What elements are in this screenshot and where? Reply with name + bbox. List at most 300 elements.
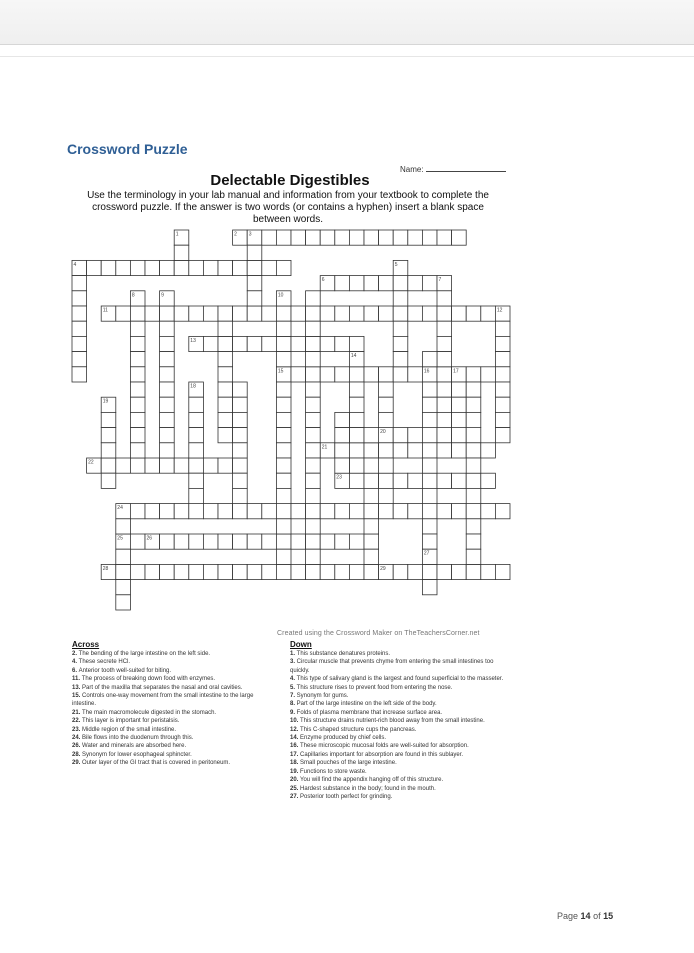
grid-cell[interactable] bbox=[262, 260, 277, 275]
grid-cell[interactable] bbox=[364, 488, 379, 503]
grid-cell[interactable] bbox=[72, 276, 87, 291]
grid-cell[interactable] bbox=[233, 397, 248, 412]
grid-cell[interactable] bbox=[189, 260, 204, 275]
grid-cell[interactable] bbox=[72, 336, 87, 351]
grid-cell[interactable] bbox=[233, 260, 248, 275]
grid-cell[interactable] bbox=[306, 473, 321, 488]
grid-cell[interactable] bbox=[262, 504, 277, 519]
grid-cell[interactable] bbox=[364, 306, 379, 321]
grid-cell[interactable] bbox=[276, 352, 291, 367]
grid-cell[interactable] bbox=[72, 321, 87, 336]
grid-cell[interactable] bbox=[130, 336, 145, 351]
grid-cell[interactable] bbox=[306, 504, 321, 519]
grid-cell[interactable] bbox=[481, 504, 496, 519]
grid-cell[interactable] bbox=[379, 443, 394, 458]
grid-cell[interactable] bbox=[466, 519, 481, 534]
grid-cell[interactable] bbox=[349, 230, 364, 245]
grid-cell[interactable] bbox=[189, 534, 204, 549]
grid-cell[interactable] bbox=[364, 443, 379, 458]
grid-cell[interactable] bbox=[422, 473, 437, 488]
grid-cell[interactable] bbox=[160, 458, 175, 473]
grid-cell[interactable] bbox=[466, 488, 481, 503]
grid-cell[interactable] bbox=[130, 458, 145, 473]
grid-cell[interactable] bbox=[495, 321, 510, 336]
grid-cell[interactable] bbox=[130, 352, 145, 367]
grid-cell[interactable] bbox=[379, 473, 394, 488]
grid-cell[interactable] bbox=[495, 352, 510, 367]
grid-cell[interactable] bbox=[306, 230, 321, 245]
grid-cell[interactable] bbox=[466, 428, 481, 443]
grid-cell[interactable] bbox=[335, 428, 350, 443]
grid-cell[interactable] bbox=[320, 564, 335, 579]
grid-cell[interactable] bbox=[233, 443, 248, 458]
grid-cell[interactable] bbox=[364, 230, 379, 245]
grid-cell[interactable] bbox=[72, 306, 87, 321]
grid-cell[interactable] bbox=[364, 473, 379, 488]
grid-cell[interactable] bbox=[174, 458, 189, 473]
grid-cell[interactable] bbox=[422, 443, 437, 458]
grid-cell[interactable] bbox=[364, 367, 379, 382]
grid-cell[interactable] bbox=[466, 412, 481, 427]
grid-cell[interactable] bbox=[452, 428, 467, 443]
grid-cell[interactable] bbox=[335, 306, 350, 321]
grid-cell[interactable] bbox=[437, 443, 452, 458]
grid-cell[interactable] bbox=[174, 564, 189, 579]
grid-cell[interactable] bbox=[408, 276, 423, 291]
grid-cell[interactable] bbox=[306, 291, 321, 306]
grid-cell[interactable] bbox=[466, 397, 481, 412]
grid-cell[interactable] bbox=[466, 458, 481, 473]
grid-cell[interactable] bbox=[189, 564, 204, 579]
grid-cell[interactable] bbox=[218, 306, 233, 321]
grid-cell[interactable] bbox=[393, 291, 408, 306]
grid-cell[interactable] bbox=[466, 382, 481, 397]
grid-cell[interactable] bbox=[276, 230, 291, 245]
grid-cell[interactable] bbox=[335, 412, 350, 427]
grid-cell[interactable] bbox=[422, 230, 437, 245]
grid-cell[interactable] bbox=[276, 458, 291, 473]
grid-cell[interactable] bbox=[306, 519, 321, 534]
grid-cell[interactable] bbox=[130, 382, 145, 397]
grid-cell[interactable] bbox=[160, 352, 175, 367]
grid-cell[interactable] bbox=[262, 564, 277, 579]
grid-cell[interactable] bbox=[335, 443, 350, 458]
grid-cell[interactable] bbox=[422, 519, 437, 534]
grid-cell[interactable] bbox=[393, 564, 408, 579]
grid-cell[interactable] bbox=[247, 564, 262, 579]
grid-cell[interactable] bbox=[437, 352, 452, 367]
grid-cell[interactable] bbox=[160, 564, 175, 579]
grid-cell[interactable] bbox=[247, 260, 262, 275]
grid-cell[interactable] bbox=[495, 382, 510, 397]
grid-cell[interactable] bbox=[379, 230, 394, 245]
grid-cell[interactable] bbox=[306, 397, 321, 412]
grid-cell[interactable] bbox=[466, 564, 481, 579]
grid-cell[interactable] bbox=[349, 382, 364, 397]
grid-cell[interactable] bbox=[452, 230, 467, 245]
grid-cell[interactable] bbox=[335, 367, 350, 382]
grid-cell[interactable] bbox=[233, 504, 248, 519]
grid-cell[interactable] bbox=[422, 564, 437, 579]
grid-cell[interactable] bbox=[276, 473, 291, 488]
grid-cell[interactable] bbox=[437, 428, 452, 443]
grid-cell[interactable] bbox=[306, 321, 321, 336]
grid-cell[interactable] bbox=[393, 306, 408, 321]
grid-cell[interactable] bbox=[276, 412, 291, 427]
grid-cell[interactable] bbox=[203, 336, 218, 351]
grid-cell[interactable] bbox=[145, 504, 160, 519]
grid-cell[interactable] bbox=[189, 473, 204, 488]
grid-cell[interactable] bbox=[291, 504, 306, 519]
grid-cell[interactable] bbox=[349, 428, 364, 443]
grid-cell[interactable] bbox=[203, 458, 218, 473]
grid-cell[interactable] bbox=[233, 412, 248, 427]
grid-cell[interactable] bbox=[306, 443, 321, 458]
grid-cell[interactable] bbox=[101, 260, 116, 275]
grid-cell[interactable] bbox=[291, 230, 306, 245]
grid-cell[interactable] bbox=[335, 336, 350, 351]
grid-cell[interactable] bbox=[437, 291, 452, 306]
grid-cell[interactable] bbox=[262, 534, 277, 549]
grid-cell[interactable] bbox=[130, 306, 145, 321]
grid-cell[interactable] bbox=[145, 260, 160, 275]
grid-cell[interactable] bbox=[101, 458, 116, 473]
grid-cell[interactable] bbox=[349, 458, 364, 473]
grid-cell[interactable] bbox=[130, 412, 145, 427]
grid-cell[interactable] bbox=[262, 230, 277, 245]
grid-cell[interactable] bbox=[408, 230, 423, 245]
grid-cell[interactable] bbox=[262, 306, 277, 321]
grid-cell[interactable] bbox=[130, 504, 145, 519]
grid-cell[interactable] bbox=[408, 504, 423, 519]
grid-cell[interactable] bbox=[101, 443, 116, 458]
grid-cell[interactable] bbox=[437, 230, 452, 245]
grid-cell[interactable] bbox=[452, 412, 467, 427]
grid-cell[interactable] bbox=[218, 458, 233, 473]
grid-cell[interactable] bbox=[218, 564, 233, 579]
grid-cell[interactable] bbox=[335, 504, 350, 519]
grid-cell[interactable] bbox=[320, 306, 335, 321]
grid-cell[interactable] bbox=[452, 306, 467, 321]
grid-cell[interactable] bbox=[481, 443, 496, 458]
grid-cell[interactable] bbox=[481, 473, 496, 488]
grid-cell[interactable] bbox=[291, 534, 306, 549]
grid-cell[interactable] bbox=[276, 428, 291, 443]
grid-cell[interactable] bbox=[349, 412, 364, 427]
grid-cell[interactable] bbox=[203, 306, 218, 321]
grid-cell[interactable] bbox=[306, 564, 321, 579]
grid-cell[interactable] bbox=[320, 336, 335, 351]
grid-cell[interactable] bbox=[393, 367, 408, 382]
grid-cell[interactable] bbox=[218, 504, 233, 519]
grid-cell[interactable] bbox=[189, 458, 204, 473]
grid-cell[interactable] bbox=[364, 458, 379, 473]
grid-cell[interactable] bbox=[189, 428, 204, 443]
grid-cell[interactable] bbox=[349, 276, 364, 291]
grid-cell[interactable] bbox=[218, 428, 233, 443]
grid-cell[interactable] bbox=[189, 397, 204, 412]
grid-cell[interactable] bbox=[422, 428, 437, 443]
grid-cell[interactable] bbox=[160, 443, 175, 458]
grid-cell[interactable] bbox=[218, 321, 233, 336]
grid-cell[interactable] bbox=[379, 412, 394, 427]
grid-cell[interactable] bbox=[276, 488, 291, 503]
grid-cell[interactable] bbox=[233, 458, 248, 473]
grid-cell[interactable] bbox=[422, 412, 437, 427]
grid-cell[interactable] bbox=[437, 564, 452, 579]
grid-cell[interactable] bbox=[364, 519, 379, 534]
grid-cell[interactable] bbox=[116, 564, 131, 579]
grid-cell[interactable] bbox=[160, 428, 175, 443]
grid-cell[interactable] bbox=[160, 382, 175, 397]
grid-cell[interactable] bbox=[203, 260, 218, 275]
grid-cell[interactable] bbox=[364, 428, 379, 443]
grid-cell[interactable] bbox=[101, 428, 116, 443]
grid-cell[interactable] bbox=[495, 504, 510, 519]
grid-cell[interactable] bbox=[452, 443, 467, 458]
grid-cell[interactable] bbox=[422, 488, 437, 503]
grid-cell[interactable] bbox=[116, 260, 131, 275]
grid-cell[interactable] bbox=[87, 260, 102, 275]
grid-cell[interactable] bbox=[495, 397, 510, 412]
grid-cell[interactable] bbox=[408, 306, 423, 321]
grid-cell[interactable] bbox=[437, 367, 452, 382]
grid-cell[interactable] bbox=[335, 230, 350, 245]
grid-cell[interactable] bbox=[189, 504, 204, 519]
grid-cell[interactable] bbox=[130, 564, 145, 579]
grid-cell[interactable] bbox=[101, 473, 116, 488]
grid-cell[interactable] bbox=[422, 534, 437, 549]
grid-cell[interactable] bbox=[335, 276, 350, 291]
grid-cell[interactable] bbox=[320, 504, 335, 519]
grid-cell[interactable] bbox=[466, 367, 481, 382]
grid-cell[interactable] bbox=[379, 488, 394, 503]
grid-cell[interactable] bbox=[174, 504, 189, 519]
grid-cell[interactable] bbox=[452, 382, 467, 397]
grid-cell[interactable] bbox=[349, 534, 364, 549]
grid-cell[interactable] bbox=[130, 428, 145, 443]
grid-cell[interactable] bbox=[276, 382, 291, 397]
grid-cell[interactable] bbox=[130, 321, 145, 336]
grid-cell[interactable] bbox=[466, 443, 481, 458]
grid-cell[interactable] bbox=[408, 367, 423, 382]
grid-cell[interactable] bbox=[276, 534, 291, 549]
grid-cell[interactable] bbox=[306, 488, 321, 503]
grid-cell[interactable] bbox=[276, 564, 291, 579]
grid-cell[interactable] bbox=[379, 504, 394, 519]
grid-cell[interactable] bbox=[130, 367, 145, 382]
grid-cell[interactable] bbox=[276, 336, 291, 351]
grid-cell[interactable] bbox=[203, 504, 218, 519]
grid-cell[interactable] bbox=[276, 549, 291, 564]
grid-cell[interactable] bbox=[437, 336, 452, 351]
grid-cell[interactable] bbox=[349, 397, 364, 412]
grid-cell[interactable] bbox=[116, 519, 131, 534]
grid-cell[interactable] bbox=[393, 352, 408, 367]
grid-cell[interactable] bbox=[349, 443, 364, 458]
grid-cell[interactable] bbox=[437, 306, 452, 321]
grid-cell[interactable] bbox=[379, 306, 394, 321]
grid-cell[interactable] bbox=[422, 458, 437, 473]
grid-cell[interactable] bbox=[160, 412, 175, 427]
grid-cell[interactable] bbox=[130, 260, 145, 275]
grid-cell[interactable] bbox=[145, 306, 160, 321]
grid-cell[interactable] bbox=[408, 564, 423, 579]
grid-cell[interactable] bbox=[130, 534, 145, 549]
grid-cell[interactable] bbox=[174, 306, 189, 321]
grid-cell[interactable] bbox=[160, 321, 175, 336]
grid-cell[interactable] bbox=[218, 382, 233, 397]
grid-cell[interactable] bbox=[481, 306, 496, 321]
grid-cell[interactable] bbox=[422, 382, 437, 397]
grid-cell[interactable] bbox=[335, 564, 350, 579]
grid-cell[interactable] bbox=[218, 397, 233, 412]
grid-cell[interactable] bbox=[466, 549, 481, 564]
grid-cell[interactable] bbox=[306, 458, 321, 473]
grid-cell[interactable] bbox=[189, 443, 204, 458]
grid-cell[interactable] bbox=[116, 549, 131, 564]
grid-cell[interactable] bbox=[393, 276, 408, 291]
grid-cell[interactable] bbox=[495, 336, 510, 351]
grid-cell[interactable] bbox=[422, 276, 437, 291]
grid-cell[interactable] bbox=[218, 352, 233, 367]
grid-cell[interactable] bbox=[422, 306, 437, 321]
grid-cell[interactable] bbox=[189, 488, 204, 503]
grid-cell[interactable] bbox=[291, 306, 306, 321]
grid-cell[interactable] bbox=[349, 473, 364, 488]
grid-cell[interactable] bbox=[291, 367, 306, 382]
grid-cell[interactable] bbox=[247, 291, 262, 306]
grid-cell[interactable] bbox=[349, 564, 364, 579]
grid-cell[interactable] bbox=[233, 306, 248, 321]
grid-cell[interactable] bbox=[218, 534, 233, 549]
grid-cell[interactable] bbox=[437, 321, 452, 336]
grid-cell[interactable] bbox=[437, 382, 452, 397]
grid-cell[interactable] bbox=[262, 336, 277, 351]
grid-cell[interactable] bbox=[422, 504, 437, 519]
grid-cell[interactable] bbox=[72, 291, 87, 306]
grid-cell[interactable] bbox=[116, 580, 131, 595]
grid-cell[interactable] bbox=[349, 336, 364, 351]
grid-cell[interactable] bbox=[349, 367, 364, 382]
grid-cell[interactable] bbox=[495, 367, 510, 382]
grid-cell[interactable] bbox=[116, 306, 131, 321]
grid-cell[interactable] bbox=[145, 564, 160, 579]
grid-cell[interactable] bbox=[276, 397, 291, 412]
grid-cell[interactable] bbox=[72, 352, 87, 367]
grid-cell[interactable] bbox=[437, 397, 452, 412]
grid-cell[interactable] bbox=[160, 306, 175, 321]
grid-cell[interactable] bbox=[379, 276, 394, 291]
grid-cell[interactable] bbox=[233, 488, 248, 503]
grid-cell[interactable] bbox=[160, 367, 175, 382]
grid-cell[interactable] bbox=[335, 458, 350, 473]
grid-cell[interactable] bbox=[291, 336, 306, 351]
grid-cell[interactable] bbox=[393, 443, 408, 458]
grid-cell[interactable] bbox=[160, 260, 175, 275]
grid-cell[interactable] bbox=[101, 412, 116, 427]
grid-cell[interactable] bbox=[116, 595, 131, 610]
grid-cell[interactable] bbox=[306, 428, 321, 443]
grid-cell[interactable] bbox=[320, 534, 335, 549]
grid-cell[interactable] bbox=[247, 504, 262, 519]
grid-cell[interactable] bbox=[233, 382, 248, 397]
grid-cell[interactable] bbox=[276, 321, 291, 336]
grid-cell[interactable] bbox=[379, 458, 394, 473]
grid-cell[interactable] bbox=[247, 306, 262, 321]
grid-cell[interactable] bbox=[495, 428, 510, 443]
grid-cell[interactable] bbox=[335, 534, 350, 549]
grid-cell[interactable] bbox=[174, 245, 189, 260]
grid-cell[interactable] bbox=[495, 564, 510, 579]
grid-cell[interactable] bbox=[466, 306, 481, 321]
grid-cell[interactable] bbox=[233, 534, 248, 549]
grid-cell[interactable] bbox=[364, 549, 379, 564]
grid-cell[interactable] bbox=[276, 306, 291, 321]
grid-cell[interactable] bbox=[408, 428, 423, 443]
grid-cell[interactable] bbox=[233, 564, 248, 579]
grid-cell[interactable] bbox=[422, 352, 437, 367]
grid-cell[interactable] bbox=[233, 428, 248, 443]
grid-cell[interactable] bbox=[306, 412, 321, 427]
grid-cell[interactable] bbox=[218, 412, 233, 427]
grid-cell[interactable] bbox=[349, 504, 364, 519]
grid-cell[interactable] bbox=[130, 397, 145, 412]
grid-cell[interactable] bbox=[408, 443, 423, 458]
grid-cell[interactable] bbox=[160, 534, 175, 549]
grid-cell[interactable] bbox=[349, 306, 364, 321]
grid-cell[interactable] bbox=[145, 458, 160, 473]
grid-cell[interactable] bbox=[306, 306, 321, 321]
grid-cell[interactable] bbox=[306, 382, 321, 397]
grid-cell[interactable] bbox=[422, 580, 437, 595]
grid-cell[interactable] bbox=[495, 412, 510, 427]
grid-cell[interactable] bbox=[481, 367, 496, 382]
grid-cell[interactable] bbox=[422, 397, 437, 412]
grid-cell[interactable] bbox=[233, 473, 248, 488]
grid-cell[interactable] bbox=[393, 428, 408, 443]
grid-cell[interactable] bbox=[160, 336, 175, 351]
grid-cell[interactable] bbox=[306, 534, 321, 549]
grid-cell[interactable] bbox=[320, 230, 335, 245]
grid-cell[interactable] bbox=[276, 443, 291, 458]
grid-cell[interactable] bbox=[320, 367, 335, 382]
grid-cell[interactable] bbox=[174, 260, 189, 275]
grid-cell[interactable] bbox=[247, 534, 262, 549]
grid-cell[interactable] bbox=[393, 321, 408, 336]
grid-cell[interactable] bbox=[466, 534, 481, 549]
grid-cell[interactable] bbox=[408, 473, 423, 488]
grid-cell[interactable] bbox=[291, 564, 306, 579]
grid-cell[interactable] bbox=[203, 534, 218, 549]
grid-cell[interactable] bbox=[72, 367, 87, 382]
grid-cell[interactable] bbox=[160, 504, 175, 519]
grid-cell[interactable] bbox=[364, 534, 379, 549]
grid-cell[interactable] bbox=[452, 473, 467, 488]
grid-cell[interactable] bbox=[393, 473, 408, 488]
grid-cell[interactable] bbox=[276, 519, 291, 534]
grid-cell[interactable] bbox=[276, 260, 291, 275]
grid-cell[interactable] bbox=[306, 549, 321, 564]
grid-cell[interactable] bbox=[393, 336, 408, 351]
grid-cell[interactable] bbox=[130, 443, 145, 458]
grid-cell[interactable] bbox=[437, 412, 452, 427]
grid-cell[interactable] bbox=[364, 276, 379, 291]
grid-cell[interactable] bbox=[218, 260, 233, 275]
grid-cell[interactable] bbox=[160, 397, 175, 412]
grid-cell[interactable] bbox=[247, 336, 262, 351]
grid-cell[interactable] bbox=[364, 564, 379, 579]
